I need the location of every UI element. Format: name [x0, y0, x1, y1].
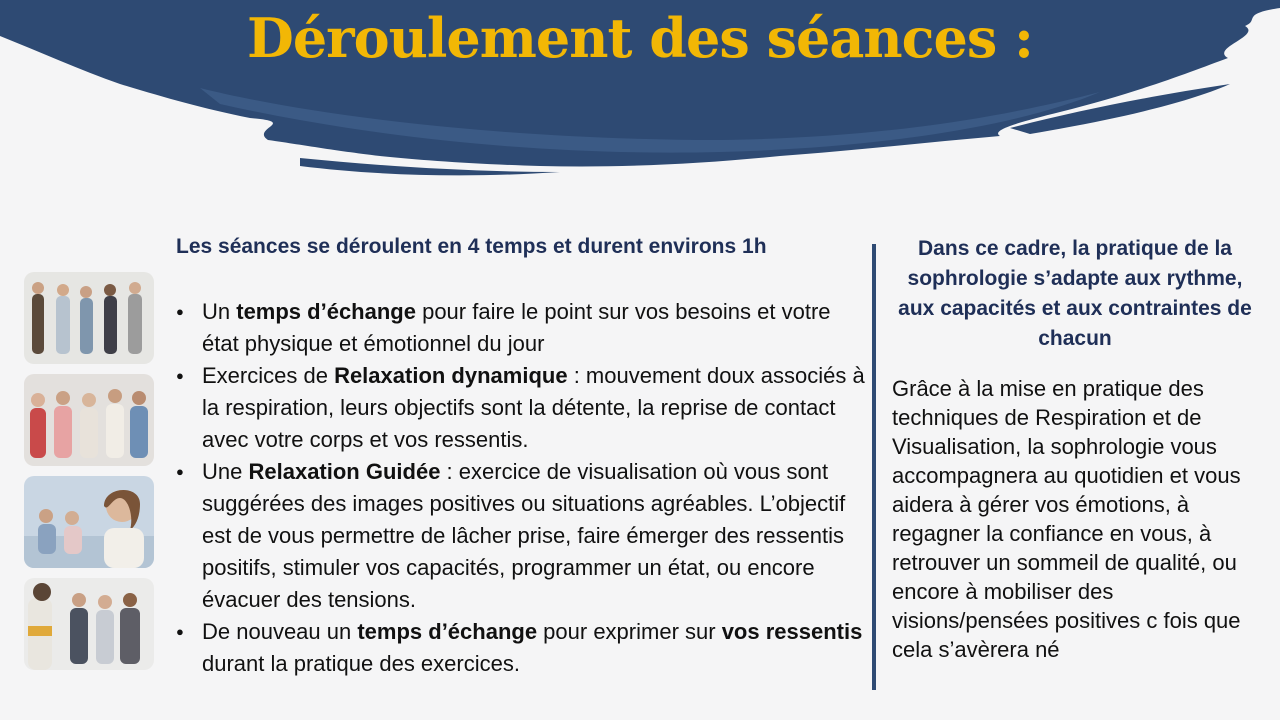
benefits-paragraph: Grâce à la mise en pratique des techniques de Respiration et de Visualisation, la sophrologie vous accompagnera au quotidien et vous aidera à gérer vos émotions, à regagner la confiance en vous, à retrouver un sommeil de qualité, ou encore à mobiliser des visions/pensées positives c fois que cela s’avèrera né: [892, 376, 1241, 662]
list-item: ● Exercices de Relaxation dynamique : mouvement doux associés à la respiration, leurs objectifs sont la détente, la reprise de contact avec votre corps et vos ressentis.: [176, 360, 866, 456]
context-heading: Dans ce cadre, la pratique de la sophrologie s’adapte aux rythme, aux capacités et aux contraintes de chacun: [898, 237, 1252, 350]
sessions-heading: Les séances se déroulent en 4 temps et durent environs 1h: [176, 235, 767, 258]
group-exercise-photo: [24, 374, 154, 466]
page-title: Déroulement des séances :: [247, 6, 1033, 70]
group-discussion-photo: [24, 578, 154, 670]
list-item: ● Un temps d’échange pour faire le point sur vos besoins et votre état physique et émotionnel du jour: [176, 296, 866, 360]
photo-column: [24, 272, 154, 680]
session-steps-list: [176, 296, 866, 680]
relaxation-photo: [24, 476, 154, 568]
list-item: ● Une Relaxation Guidée : exercice de visualisation où vous sont suggérées des images positives ou situations agréables. L’objectif est de vous permettre de lâcher prise, faire émerger des ressentis positifs, stimuler vos capacités, programmer un état, ou encore évacuer des tensions.: [176, 456, 866, 616]
list-item: ● De nouveau un temps d’échange pour exprimer sur vos ressentis durant la pratique des exercices.: [176, 616, 866, 680]
group-standing-photo: [24, 272, 154, 364]
vertical-divider: [872, 244, 876, 690]
